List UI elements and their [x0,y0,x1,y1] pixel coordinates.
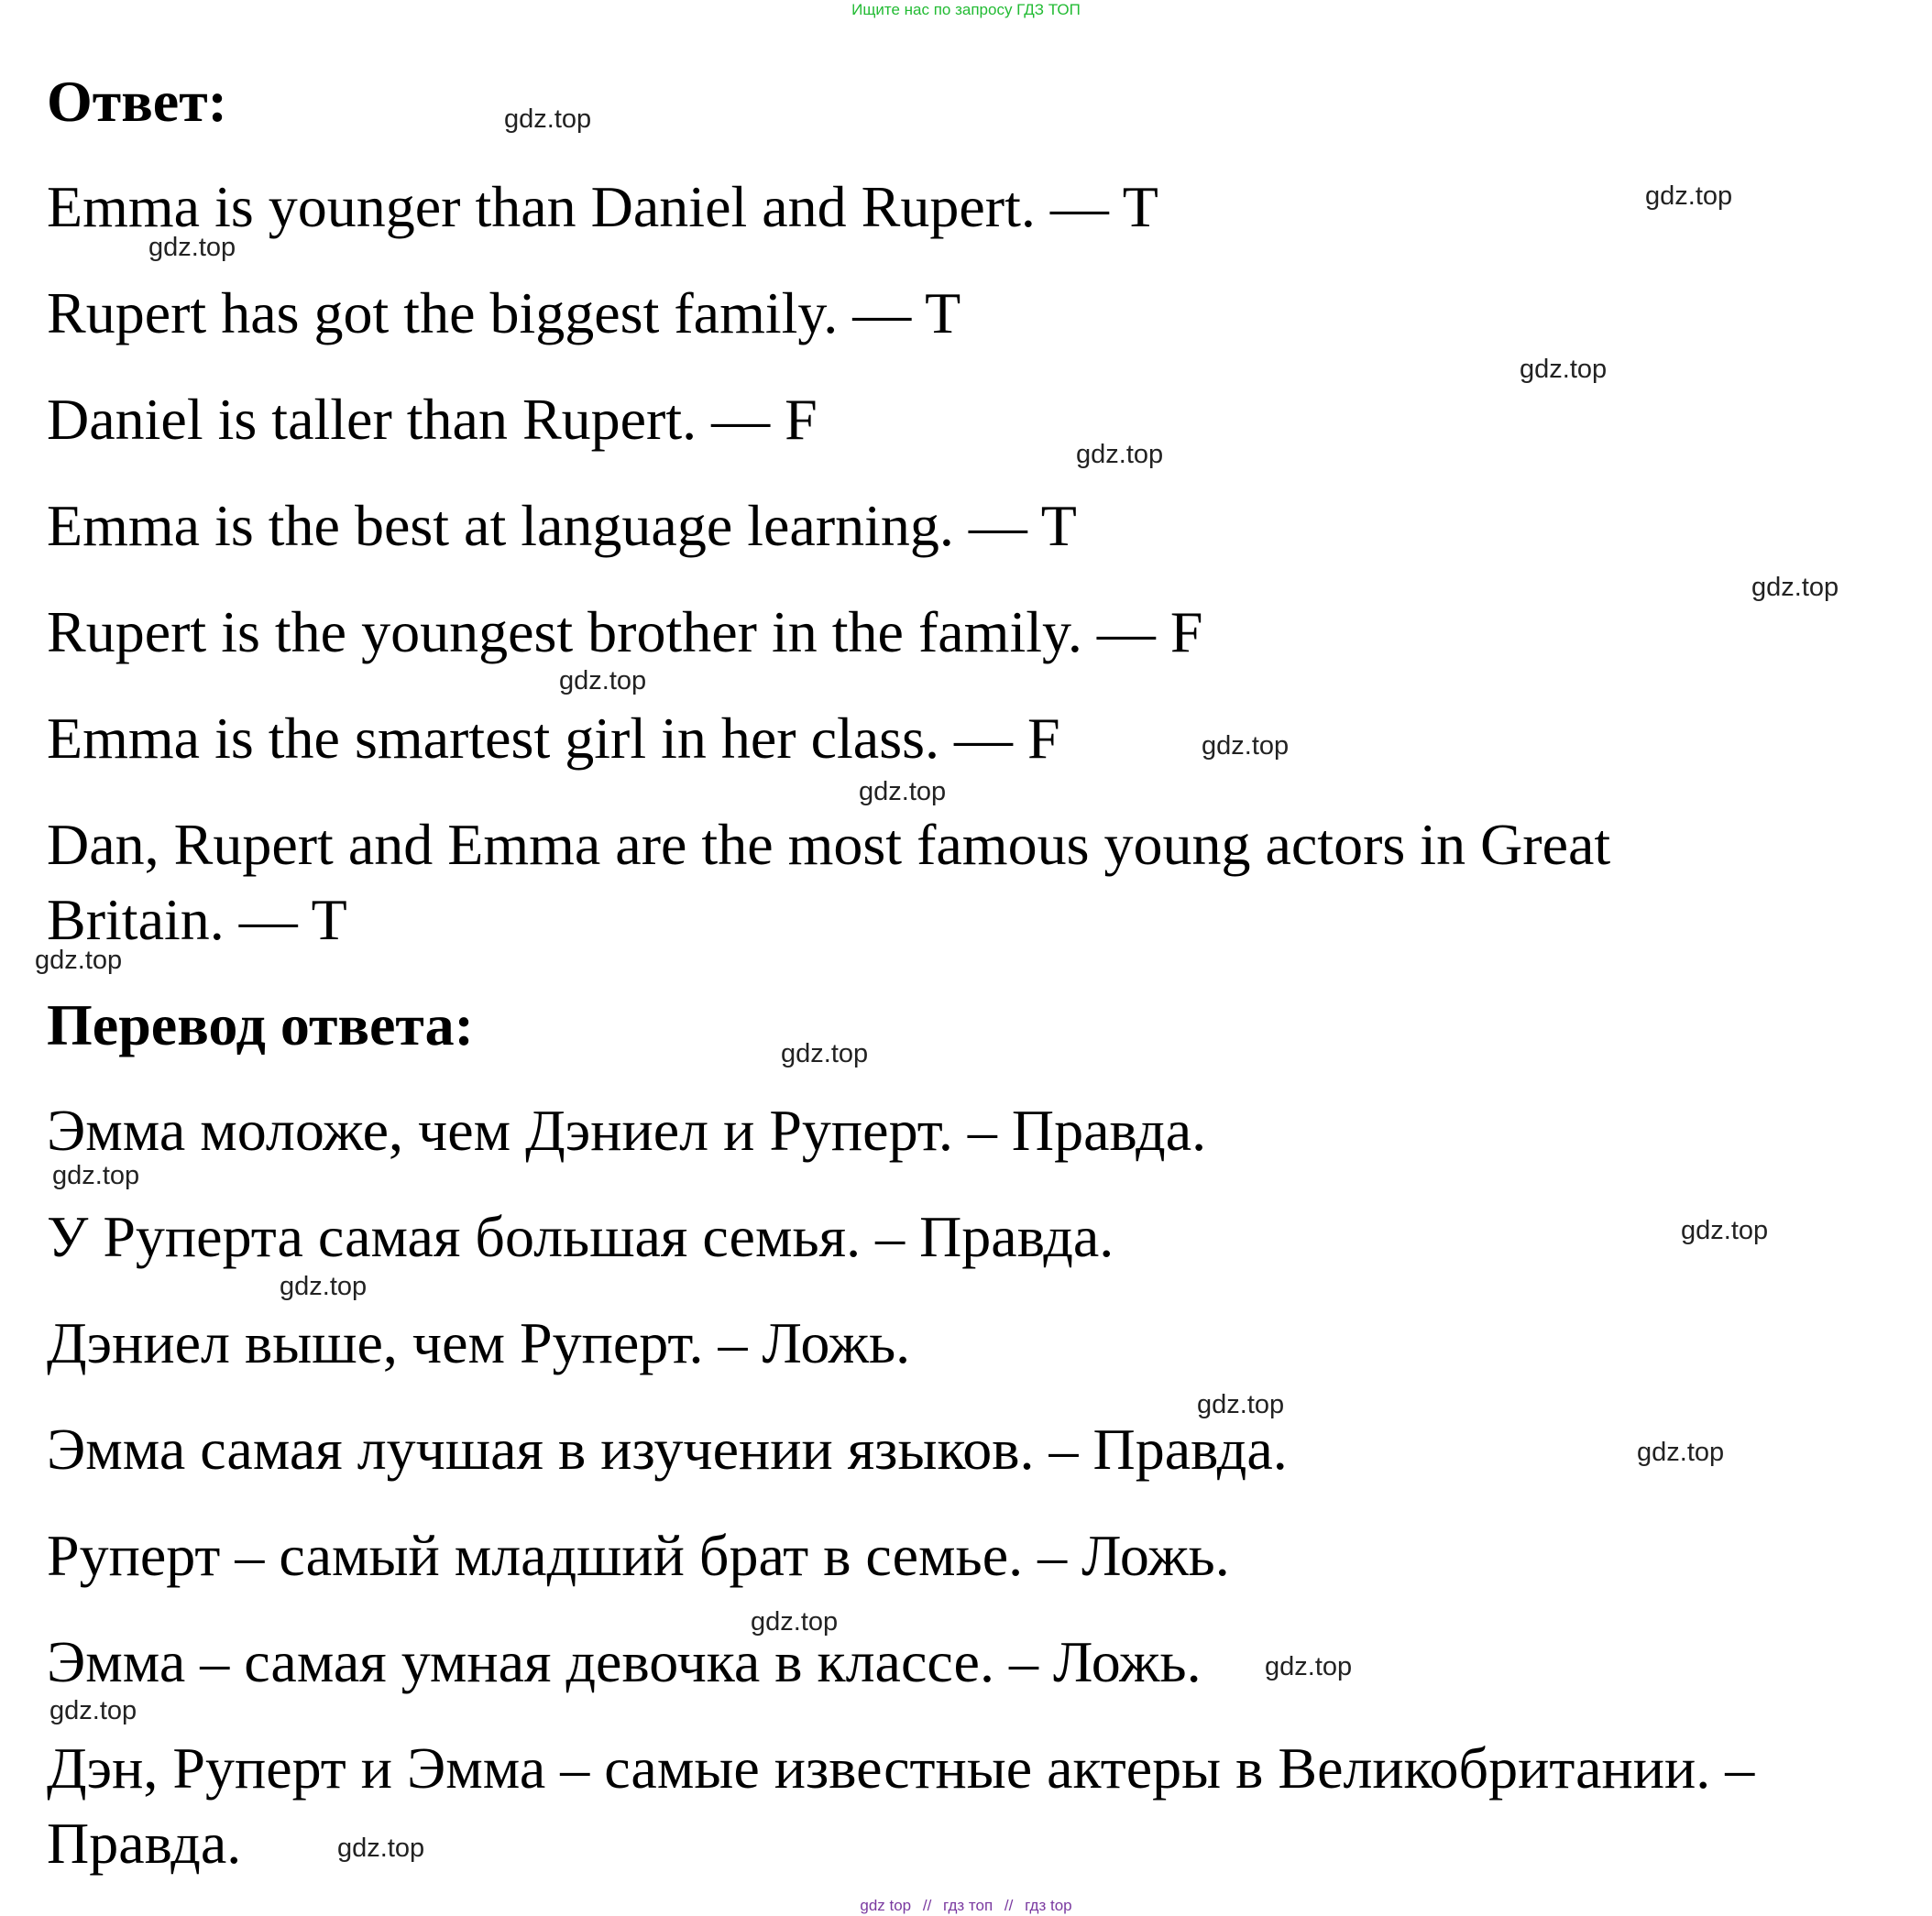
watermark: gdz.top [1076,440,1164,469]
watermark: gdz.top [781,1039,869,1068]
footer-item: gdz top [860,1897,912,1914]
top-banner: Ищите нас по запросу ГДЗ ТОП [851,1,1081,18]
answer-heading: Ответ: [47,69,227,134]
answer-line-3: Daniel is taller than Rupert. — F [47,387,818,452]
watermark: gdz.top [35,946,123,975]
watermark: gdz.top [1265,1652,1353,1681]
translation-line-7: Дэн, Руперт и Эмма – самые известные актеры в Великобритании. – [47,1735,1755,1801]
answer-line-1: Emma is younger than Daniel and Rupert. — T [47,174,1158,239]
watermark: gdz.top [859,777,947,806]
footer-item: гдз top [1025,1897,1072,1914]
answer-line-4: Emma is the best at language learning. — T [47,493,1077,558]
watermark: gdz.top [52,1161,140,1190]
watermark: gdz.top [751,1607,839,1637]
footer-item: гдз топ [943,1897,993,1914]
footer-separator: // [922,1897,932,1914]
watermark: gdz.top [337,1834,425,1863]
footer [0,1897,1932,1915]
watermark: gdz.top [1197,1390,1285,1419]
answer-line-7: Dan, Rupert and Emma are the most famous young actors in Great [47,812,1611,877]
answer-line-6: Emma is the smartest girl in her class. — F [47,706,1060,771]
translation-line-6: Эмма – самая умная девочка в классе. – Ложь. [47,1629,1202,1694]
answer-line-5: Rupert is the youngest brother in the family. — F [47,599,1203,664]
translation-line-2: У Руперта самая большая семья. – Правда. [47,1204,1114,1269]
watermark: gdz.top [1520,355,1608,384]
translation-line-1: Эмма моложе, чем Дэниел и Руперт. – Правда. [47,1098,1207,1163]
translation-line-8: Правда. [47,1811,242,1876]
watermark: gdz.top [1645,181,1733,211]
watermark: gdz.top [1202,731,1290,761]
watermark: gdz.top [49,1696,137,1725]
answer-line-2: Rupert has got the biggest family. — T [47,280,961,345]
watermark: gdz.top [1751,573,1839,602]
watermark: gdz.top [148,233,236,262]
footer-separator: // [1004,1897,1014,1914]
watermark: gdz.top [504,104,592,134]
watermark: gdz.top [280,1272,368,1301]
watermark: gdz.top [559,666,647,695]
answer-line-8: Britain. — T [47,887,347,952]
watermark: gdz.top [1637,1438,1725,1467]
translation-line-3: Дэниел выше, чем Руперт. – Ложь. [47,1310,911,1375]
translation-heading: Перевод ответа: [47,992,474,1057]
translation-line-5: Руперт – самый младший брат в семье. – Ложь. [47,1523,1230,1588]
translation-line-4: Эмма самая лучшая в изучении языков. – Правда. [47,1417,1288,1482]
watermark: gdz.top [1681,1216,1769,1245]
